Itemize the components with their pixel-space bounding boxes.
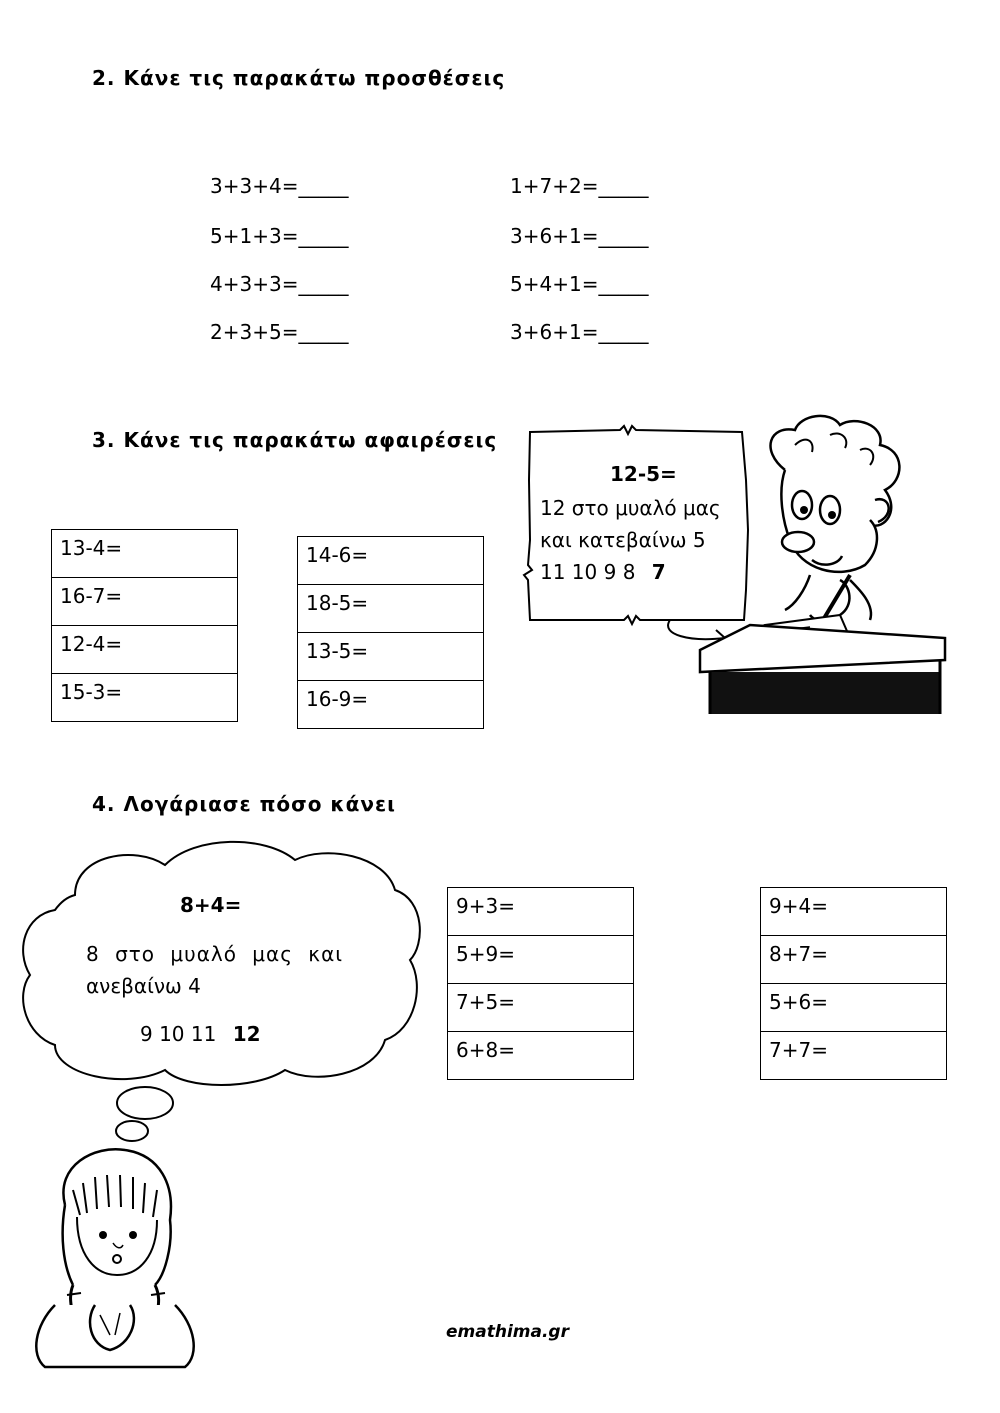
subtraction-cell[interactable]: 16-9= <box>298 681 484 729</box>
section-2-heading: 2. Κάνε τις παρακάτω προσθέσεις <box>92 66 506 90</box>
tip-sequence-numbers: 11 10 9 8 <box>540 560 636 584</box>
section-4-heading: 4. Λογάριασε πόσο κάνει <box>92 792 396 816</box>
cloud-line-1: 8 στο μυαλό μας και <box>86 942 344 966</box>
addition-exercise[interactable]: 3+3+4=_____ <box>210 174 349 198</box>
section-3-heading: 3. Κάνε τις παρακάτω αφαιρέσεις <box>92 428 498 452</box>
subtraction-table-2 <box>297 536 484 729</box>
subtraction-cell[interactable]: 12-4= <box>52 626 238 674</box>
cloud-answer: 12 <box>232 1022 261 1046</box>
subtraction-cell[interactable]: 16-7= <box>52 578 238 626</box>
subtraction-cell[interactable]: 13-4= <box>52 530 238 578</box>
tip-title: 12-5= <box>610 462 677 486</box>
addition-exercise[interactable]: 3+6+1=_____ <box>510 320 649 344</box>
boy-writing-at-desk-icon <box>690 410 952 720</box>
subtraction-cell[interactable]: 18-5= <box>298 585 484 633</box>
addition-exercise[interactable]: 5+4+1=_____ <box>510 272 649 296</box>
footer-brand: emathima.gr <box>446 1322 569 1342</box>
addition-exercise[interactable]: 2+3+5=_____ <box>210 320 349 344</box>
mental-math-cell[interactable]: 8+7= <box>761 936 947 984</box>
tip-answer: 7 <box>651 560 666 584</box>
girl-thinking-icon <box>25 1145 205 1370</box>
addition-exercise[interactable]: 1+7+2=_____ <box>510 174 649 198</box>
mental-math-cell[interactable]: 5+6= <box>761 984 947 1032</box>
mental-math-cell[interactable]: 6+8= <box>448 1032 634 1080</box>
subtraction-table-1 <box>51 529 238 722</box>
mental-math-cell[interactable]: 9+3= <box>448 888 634 936</box>
thought-cloud-icon <box>15 835 425 1150</box>
mental-math-cell[interactable]: 9+4= <box>761 888 947 936</box>
tip-line-1: 12 στο μυαλό μας <box>540 496 721 520</box>
mental-math-cell[interactable]: 7+5= <box>448 984 634 1032</box>
cloud-title: 8+4= <box>180 893 242 917</box>
mental-math-table-2 <box>760 887 947 1080</box>
subtraction-cell[interactable]: 14-6= <box>298 537 484 585</box>
cloud-sequence-numbers: 9 10 11 <box>140 1022 217 1046</box>
mental-math-cell[interactable]: 5+9= <box>448 936 634 984</box>
tip-sequence <box>540 556 666 588</box>
mental-math-cell[interactable]: 7+7= <box>761 1032 947 1080</box>
addition-exercise[interactable]: 5+1+3=_____ <box>210 224 349 248</box>
subtraction-cell[interactable]: 15-3= <box>52 674 238 722</box>
addition-exercise[interactable]: 3+6+1=_____ <box>510 224 649 248</box>
tip-line-2: και κατεβαίνω 5 <box>540 528 706 552</box>
addition-exercise[interactable]: 4+3+3=_____ <box>210 272 349 296</box>
cloud-line-2: ανεβαίνω 4 <box>86 974 201 998</box>
mental-math-table-1 <box>447 887 634 1080</box>
cloud-sequence <box>140 1018 261 1050</box>
subtraction-cell[interactable]: 13-5= <box>298 633 484 681</box>
